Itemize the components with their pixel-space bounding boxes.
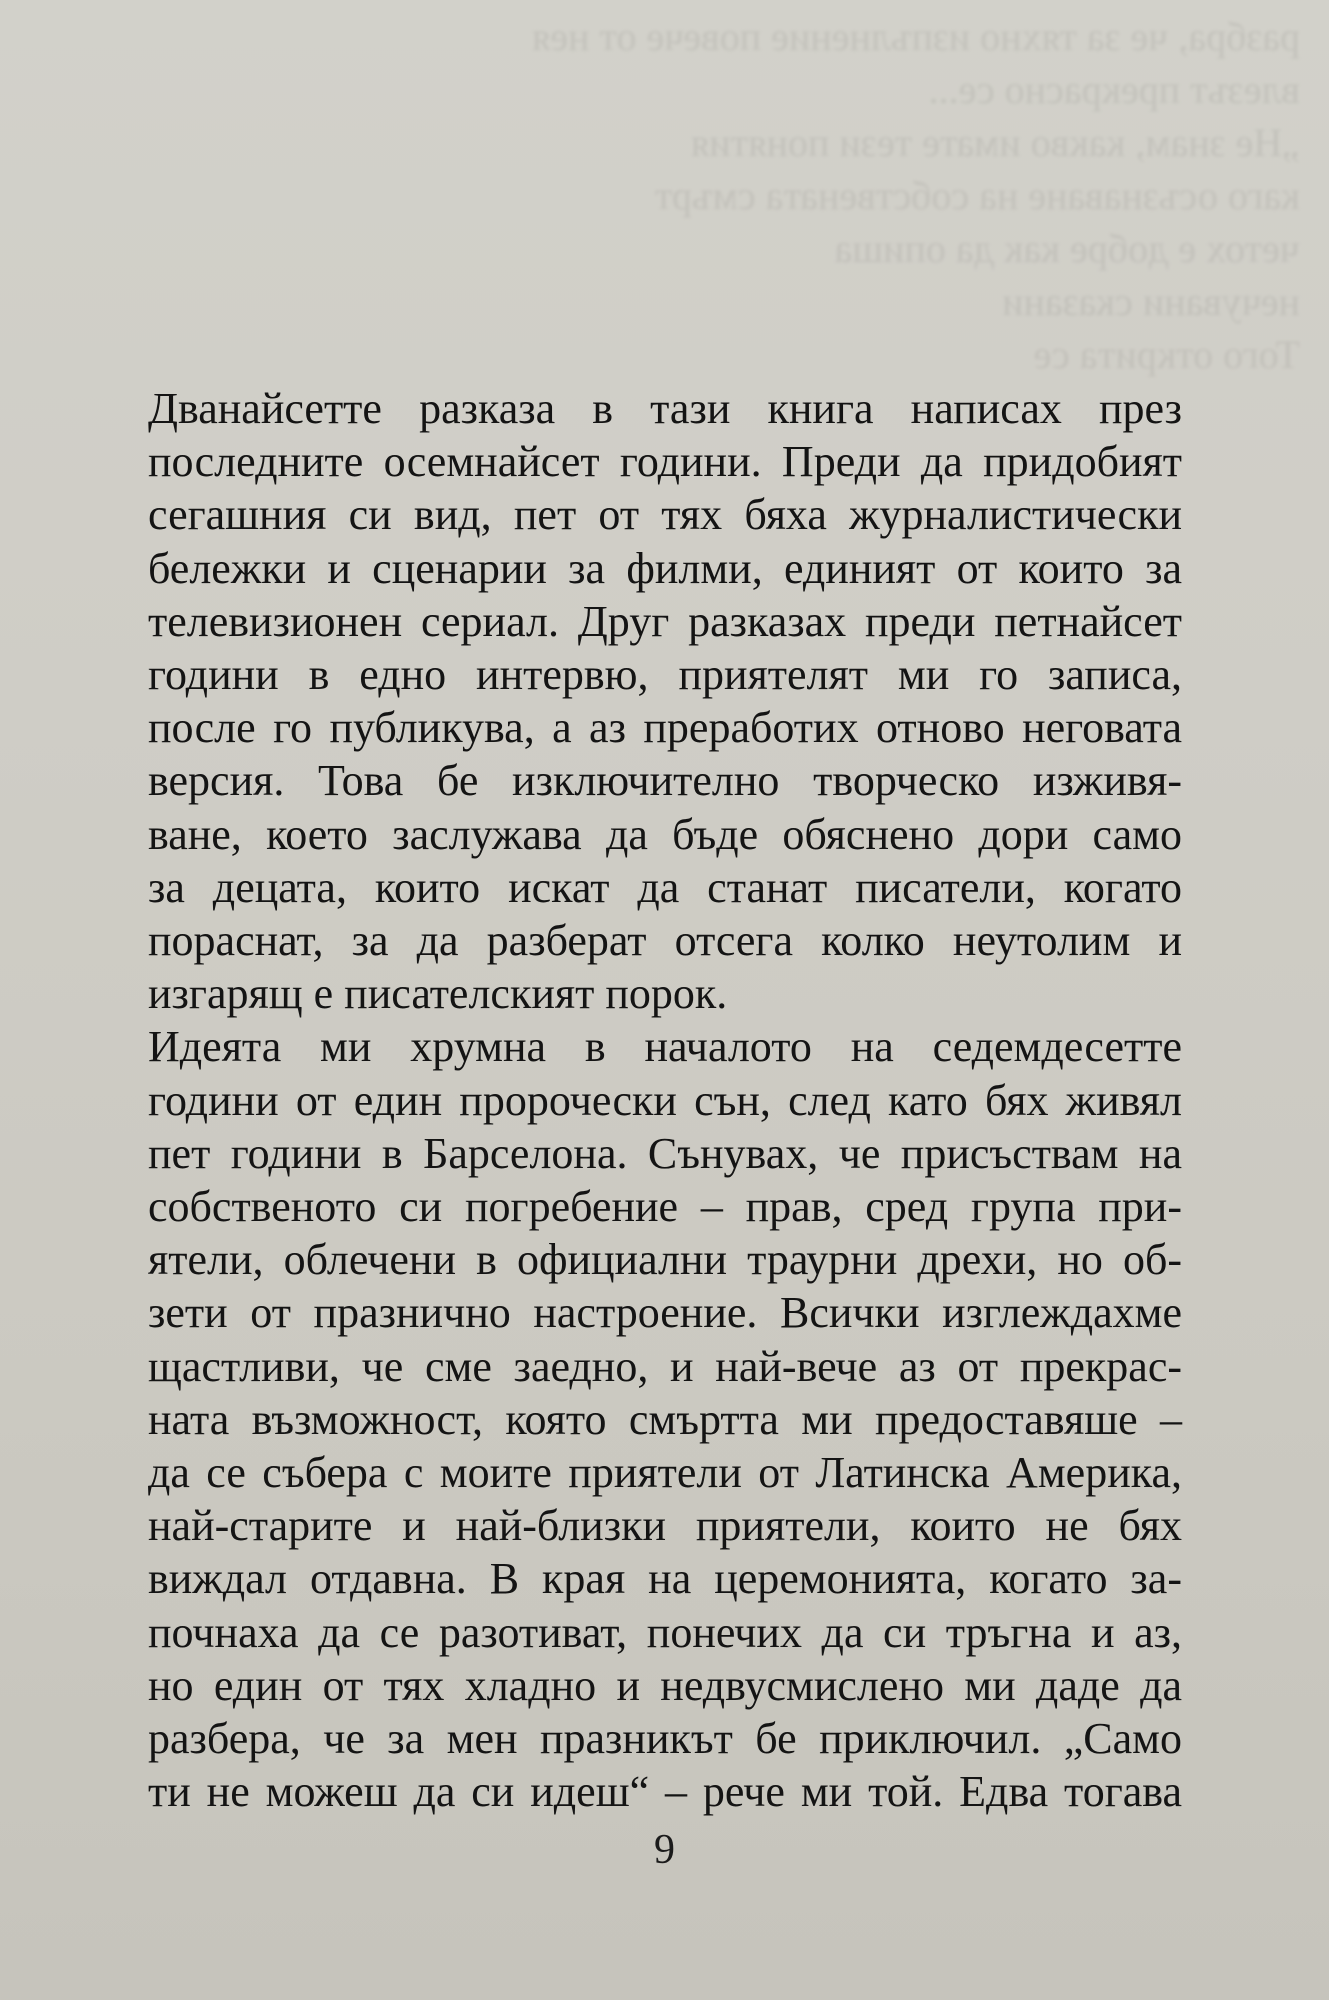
text-line: години от един пророчески сън, след като бях живял: [148, 1075, 1182, 1125]
text-line: версия. Това бе изключително творческо изживя-: [148, 756, 1182, 806]
page-number: 9: [654, 1827, 675, 1873]
text-line: бележки и сценарии за филми, единият от които за: [148, 543, 1182, 593]
text-line: почнаха да се разотиват, понечих да си тръгна и аз,: [148, 1607, 1182, 1657]
text-line: ване, което заслужава да бъде обяснено дори само: [148, 809, 1182, 859]
text-line: собственото си погребение – прав, сред група при-: [148, 1182, 1182, 1232]
text-line: сегашния си вид, пет от тях бяха журналистически: [148, 490, 1182, 540]
paragraph-1: [92, 382, 1182, 1020]
text-line: последните осемнайсет години. Преди да придобият: [148, 437, 1182, 487]
text-line: виждал отдавна. В края на церемонията, когато за-: [148, 1554, 1182, 1604]
text-line: години в едно интервю, приятелят ми го записа,: [148, 650, 1182, 700]
text-line: ятели, облечени в официални траурни дрехи, но об-: [148, 1235, 1182, 1285]
text-line: да се събера с моите приятели от Латинска Америка,: [148, 1448, 1182, 1498]
text-line: Дванайсетте разказа в тази книга написах през: [148, 384, 1182, 433]
text-line: ти не можеш да си идеш“ – рече ми той. Едва тогава: [148, 1767, 1182, 1817]
text-line: за децата, които искат да станат писатели, когато: [148, 862, 1182, 912]
text-line: щастливи, че сме заедно, и най-вече аз от прекрас-: [148, 1341, 1182, 1391]
text-line: пет години в Барселона. Сънувах, че присъствам на: [148, 1128, 1182, 1178]
text-line: после го публикува, а аз преработих отново неговата: [148, 703, 1182, 753]
text-line: но един от тях хладно и недвусмислено ми даде да: [148, 1660, 1182, 1710]
text-line: телевизионен сериал. Друг разказах преди петнайсет: [148, 596, 1182, 646]
body-text: [92, 382, 1182, 1818]
text-line: ната възможност, която смъртта ми предоставяше –: [148, 1394, 1182, 1444]
text-line: пораснат, за да разберат отсега колко неутолим и: [148, 916, 1182, 966]
text-line: най-старите и най-близки приятели, които не бях: [148, 1501, 1182, 1551]
paragraph-2: [92, 1020, 1182, 1818]
text-line: разбера, че за мен празникът бе приключил. „Само: [148, 1714, 1182, 1764]
text-line: зети от празнично настроение. Всички изглеждахме: [148, 1288, 1182, 1338]
show-through-text: разбра, че за тяхно изпълнение повече от нея влезът прекрасно се... „Не знам, какво имате тези понятия каго осъзнаване на собствената смърт четох е добре как да опиша нечувани сказани Того открита се: [531, 14, 1300, 377]
text-line: изгарящ е писателският порок.: [148, 969, 728, 1019]
text-line: Идеята ми хрумна в началото на седемдесетте: [148, 1022, 1182, 1072]
